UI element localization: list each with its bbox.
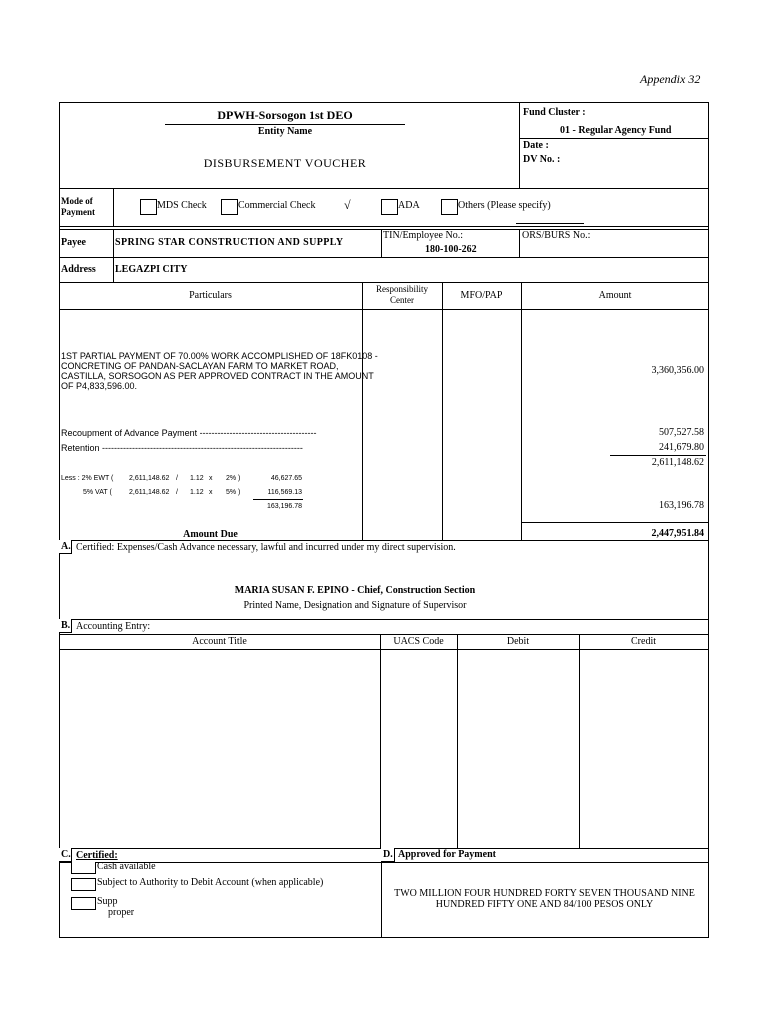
date-label: Date : [523,140,549,151]
vat-paren: ) [238,489,241,496]
col-header-credit: Credit [631,636,656,647]
col-header-particulars: Particulars [189,290,232,301]
col-divider-resp [362,282,363,540]
ewt-base: 2,611,148.62 [129,475,170,482]
amount-recoupment: 507,527.58 [659,427,704,438]
particulars-desc-line-4: OF P4,833,596.00. [61,381,138,391]
vat-value: 116,569.13 [267,489,302,496]
ewt-x: x [209,475,213,482]
section-d-letter: D. [383,849,393,860]
amount-subtotal: 2,611,148.62 [651,457,704,468]
fund-cluster-rule [519,138,709,139]
dv-no-label: DV No. : [523,154,561,165]
vat-rate: 5% [226,489,237,496]
tin-value: 180-100-262 [425,244,477,255]
amount-taxes: 163,196.78 [659,500,704,511]
supporting-docs-label-cont: proper [108,907,135,918]
subject-to-authority-label: Subject to Authority to Debit Account (when applicable) [97,877,324,888]
vat-divisor: 1.12 [190,489,204,496]
amount-due-rule [521,522,709,523]
amount-due-label: Amount Due [183,529,238,540]
recoupment-label: Recoupment of Advance Payment --------------------------------------- [61,428,317,438]
particulars-desc-line-1: 1ST PARTIAL PAYMENT OF 70.00% WORK ACCOMPLISHED OF 18FK0108 - [61,351,378,361]
ewt-label: Less : 2% EWT ( [61,475,114,482]
col-divider-mfo [442,282,443,540]
col-header-debit: Debit [506,636,530,647]
col-divider-debit [457,634,458,848]
document-title: DISBURSEMENT VOUCHER [203,156,367,170]
header-divider [519,102,520,188]
commercial-check-checkbox[interactable] [221,199,238,215]
vat-label: 5% VAT ( [83,489,112,496]
others-label: Others (Please specify) [458,200,551,211]
address-bottom-rule [59,282,709,283]
mode-label-2: Payment [61,207,95,217]
subtotal-rule [610,455,706,456]
address-value: LEGAZPI CITY [115,264,188,275]
frame-top [59,102,709,103]
ada-checkbox[interactable] [381,199,398,215]
payee-label: Payee [61,237,86,248]
entity-name: DPWH-Sorsogon 1st DEO [217,108,353,122]
col-header-uacs: UACS Code [393,636,444,647]
cash-available-label: Cash available [97,861,156,872]
ewt-value: 46,627.65 [270,475,302,482]
amount-in-words-line-1: TWO MILLION FOUR HUNDRED FORTY SEVEN THOUSAND NINE [394,888,695,899]
ada-label: ADA [398,200,420,211]
ors-label: ORS/BURS No.: [522,230,591,241]
ors-divider [519,229,520,257]
ewt-slash: / [176,475,178,482]
amount-in-words-line-2: HUNDRED FIFTY ONE AND 84/100 PESOS ONLY [435,899,654,910]
frame-right [708,102,709,938]
subject-to-authority-checkbox[interactable] [71,878,96,891]
tax-total: 163,196.78 [266,503,302,510]
col-divider-uacs [380,634,381,848]
section-a-text: Certified: Expenses/Cash Advance necessary, lawful and incurred under my direct supervision. [76,542,456,553]
section-b-letter: B. [61,620,71,631]
section-c-title: Certified: [76,850,118,861]
tax-total-rule [253,499,303,500]
particulars-desc-line-2: CONCRETING OF PANDAN-SACLAYAN FARM TO MARKET ROAD, [61,361,339,371]
ewt-paren: ) [238,475,241,482]
frame-bottom [59,937,709,938]
table-header-rule [59,309,709,310]
section-c-letter: C. [61,849,71,860]
amount-due-value: 2,447,951.84 [651,528,704,539]
supporting-docs-label: Supp [97,896,118,907]
col-divider-amount [521,282,522,540]
check-mark-icon: √ [344,198,351,212]
mode-divider [113,188,114,226]
amount-gross: 3,360,356.00 [651,365,704,376]
col-header-account-title: Account Title [192,636,247,647]
fund-cluster-label: Fund Cluster : [523,107,586,118]
col-header-amount: Amount [598,290,632,301]
col-header-resp-1: Responsibility [375,284,428,294]
ewt-rate: 2% [226,475,237,482]
appendix-label: Appendix 32 [640,72,701,86]
col-divider-credit [579,634,580,848]
fund-cluster-value: 01 - Regular Agency Fund [560,125,672,136]
col-header-resp-2: Center [390,295,414,305]
payee-bottom-rule [59,257,709,258]
others-checkbox[interactable] [441,199,458,215]
tin-label: TIN/Employee No.: [383,230,463,241]
section-cd-title-rule [59,862,709,863]
vat-x: x [209,489,213,496]
payee-divider [113,229,114,283]
section-a-bottom-rule [59,619,709,620]
address-label: Address [61,264,96,275]
col-header-mfo: MFO/PAP [460,290,503,301]
vat-base: 2,611,148.62 [129,489,170,496]
cash-available-checkbox[interactable] [71,862,96,874]
section-d-title: Approved for Payment [398,849,496,860]
retention-label: Retention ------------------------------------------------------------------- [61,443,303,453]
header-bottom-rule [59,188,709,189]
supervisor-name: MARIA SUSAN F. EPINO - Chief, Construction Section [234,585,476,596]
mode-label-1: Mode of [61,196,93,206]
section-b-text: Accounting Entry: [76,621,151,632]
vat-slash: / [176,489,178,496]
section-b-title-rule [59,634,709,635]
entity-label: Entity Name [257,126,313,137]
supervisor-caption: Printed Name, Designation and Signature of Supervisor [243,600,467,611]
payee-name: SPRING STAR CONSTRUCTION AND SUPPLY [115,237,344,248]
amount-retention: 241,679.80 [659,442,704,453]
entity-underline [165,124,405,125]
section-a-letter: A. [61,541,71,552]
supporting-docs-checkbox[interactable] [71,897,96,910]
particulars-desc-line-3: CASTILLA, SORSOGON AS PER APPROVED CONTRACT IN THE AMOUNT [61,371,374,381]
mds-check-label: MDS Check [157,200,207,211]
tin-divider [381,229,382,257]
frame-left [59,102,60,938]
commercial-check-label: Commercial Check [238,200,316,211]
mds-check-checkbox[interactable] [140,199,157,215]
ewt-divisor: 1.12 [190,475,204,482]
section-b-header-rule [59,649,709,650]
table-bottom-rule [59,540,709,541]
others-specify-line [516,223,584,224]
mode-bottom-rule [59,226,709,227]
